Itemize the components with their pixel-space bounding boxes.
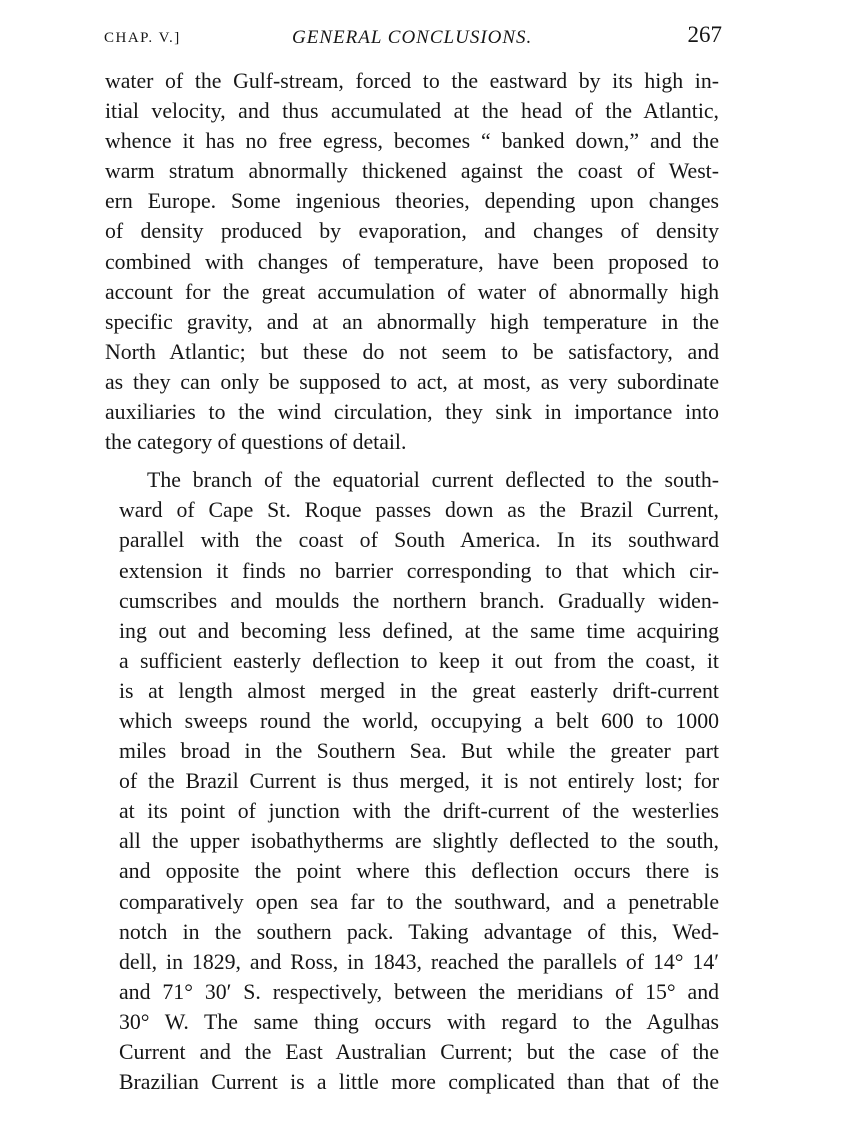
text-line: notch in the southern pack. Taking advantage of this, Wed- (119, 919, 719, 944)
text-line: ward of Cape St. Roque passes down as the Brazil Current, (119, 498, 719, 523)
paragraph-2 (119, 465, 719, 1097)
text-line: miles broad in the Southern Sea. But while the greater part (119, 739, 719, 764)
running-header (104, 22, 724, 56)
text-line: which sweeps round the world, occupying a belt 600 to 1000 (119, 708, 719, 733)
text-line: 30° W. The same thing occurs with regard to the Agulhas (119, 1009, 719, 1034)
paragraph-gap (105, 457, 719, 465)
text-line: a sufficient easterly deflection to keep it out from the coast, it (119, 648, 719, 673)
paragraph-1 (105, 66, 719, 457)
page-number: 267 (687, 22, 722, 47)
text-line: specific gravity, and at an abnormally high temperature in the (105, 309, 719, 334)
text-line: comparatively open sea far to the southward, and a penetrable (119, 889, 719, 914)
text-line: is at length almost merged in the great easterly drift-current (119, 678, 719, 703)
text-line: Brazilian Current is a little more complicated than that of the (119, 1070, 719, 1095)
text-line: The branch of the equatorial current deflected to the south- (147, 468, 719, 493)
body-text (105, 66, 719, 1097)
text-line: ern Europe. Some ingenious theories, depending upon changes (105, 189, 719, 214)
text-line: auxiliaries to the wind circulation, they sink in importance into (105, 400, 719, 425)
text-line: account for the great accumulation of water of abnormally high (105, 279, 719, 304)
text-line: of density produced by evaporation, and changes of density (105, 219, 719, 244)
text-line: as they can only be supposed to act, at most, as very subordinate (105, 369, 719, 394)
text-line: dell, in 1829, and Ross, in 1843, reached the parallels of 14° 14′ (119, 949, 719, 974)
text-line: and 71° 30′ S. respectively, between the meridians of 15° and (119, 979, 719, 1004)
text-line: cumscribes and moulds the northern branch. Gradually widen- (119, 588, 719, 613)
text-line: itial velocity, and thus accumulated at the head of the Atlantic, (105, 99, 719, 124)
text-line: extension it finds no barrier corresponding to that which cir- (119, 558, 719, 583)
text-line: parallel with the coast of South America. In its southward (119, 528, 719, 553)
text-line: all the upper isobathytherms are slightly deflected to the south, (119, 829, 719, 854)
text-line: ing out and becoming less defined, at the same time acquiring (119, 618, 719, 643)
text-line: the category of questions of detail. (105, 430, 407, 455)
text-line: Current and the East Australian Current; but the case of the (119, 1040, 719, 1064)
text-line: water of the Gulf-stream, forced to the eastward by its high in- (105, 69, 719, 93)
text-line: at its point of junction with the drift-current of the westerlies (119, 799, 719, 824)
text-line: North Atlantic; but these do not seem to be satisfactory, and (105, 339, 719, 364)
text-line: warm stratum abnormally thickened against the coast of West- (105, 159, 719, 184)
text-line: of the Brazil Current is thus merged, it is not entirely lost; for (119, 769, 719, 794)
text-line: whence it has no free egress, becomes “ banked down,” and the (105, 129, 719, 154)
text-line: combined with changes of temperature, have been proposed to (105, 249, 719, 274)
chapter-label: CHAP. V.] (104, 30, 181, 46)
text-line: and opposite the point where this deflection occurs there is (119, 859, 719, 884)
running-title: GENERAL CONCLUSIONS. (292, 27, 533, 48)
